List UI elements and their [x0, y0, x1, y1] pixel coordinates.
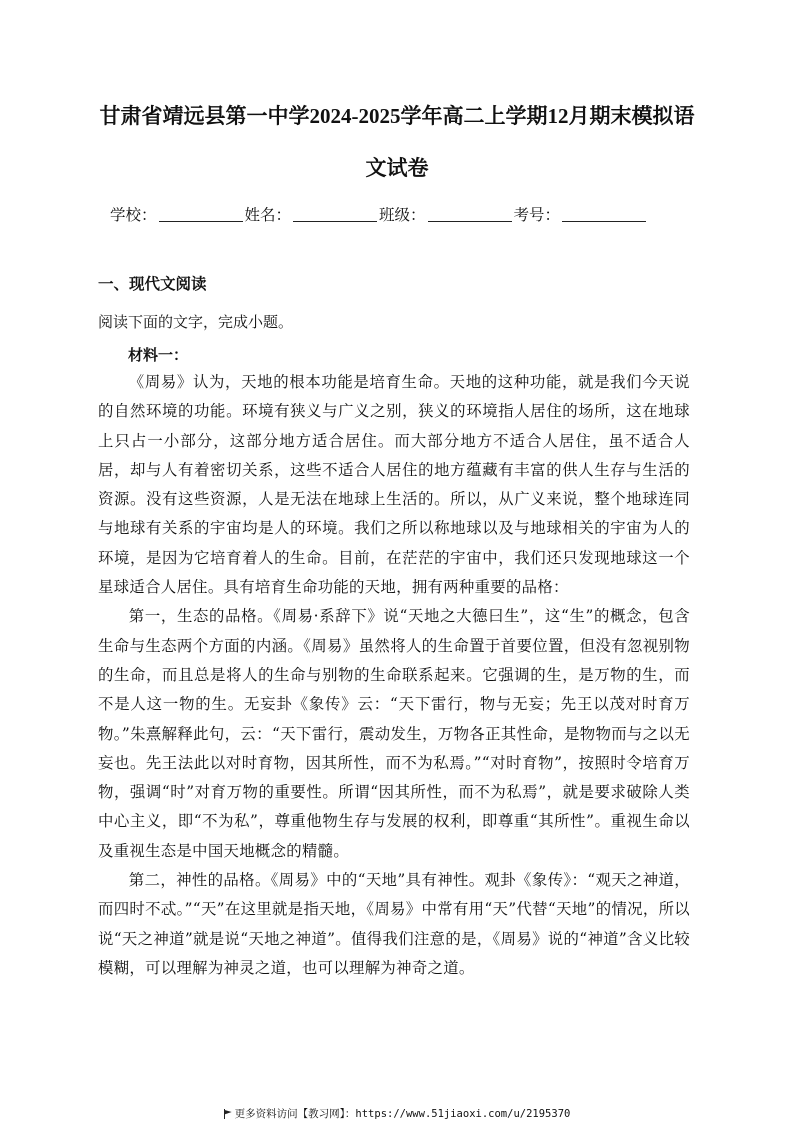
exam-title-line1: 甘肃省靖远县第一中学2024-2025学年高二上学期12月期末模拟语: [99, 104, 695, 128]
material-label: 材料一：: [128, 346, 189, 364]
school-label: 学校：: [110, 206, 157, 224]
paragraph-3: 第二，神性的品格。《周易》中的“天地”具有神性。观卦《象传》：“观天之神道，而四时不忒。”“天”在这里就是指天地，《周易》中常有用“天”代替“天地”的情况，所以说“天之神道”就是说“天地之神道”。值得我们注意的是，《周易》说的“神道”含义比较模糊，可以理解为神灵之道，也可以理解为神奇之道。: [98, 871, 690, 977]
exam-title-line2: 文试卷: [365, 156, 429, 180]
exam-number-blank[interactable]: [562, 220, 646, 222]
paragraph-2: 第一，生态的品格。《周易·系辞下》说“天地之大德曰生”，这“生”的概念，包含生命与生态两个方面的内涵。《周易》虽然将人的生命置于首要位置，但没有忽视别物的生命，而且总是将人的生命与别物的生命联系起来。它强调的生，是万物的生，而不是人这一物的生。无妄卦《象传》云：“天下雷行，物与无妄；先王以茂对时育万物。”朱熹解释此句，云：“天下雷行，震动发生，万物各正其性命，是物物而与之以无妄也。先王法此以对时育物，因其所性，而不为私焉。”“对时育物”，按照时令培育万物，强调“时”对育万物的重要性。所谓“因其所性，而不为私焉”，就是要求破除人类中心主义，即“不为私”，尊重他物生存与发展的权利，即尊重“其所性”。重视生命以及重视生态是中国天地概念的精髓。: [98, 607, 690, 860]
name-blank[interactable]: [293, 220, 377, 222]
reading-instruction: 阅读下面的文字，完成小题。: [98, 313, 294, 331]
name-label: 姓名：: [244, 206, 292, 224]
class-blank[interactable]: [428, 220, 512, 222]
material-body: [98, 368, 690, 983]
flag-icon: [224, 1108, 235, 1120]
class-label: 班级：: [379, 206, 426, 224]
paragraph-1: 《周易》认为，天地的根本功能是培育生命。天地的这种功能，就是我们今天说的自然环境的功能。环境有狭义与广义之别，狭义的环境指人居住的场所，这在地球上只占一小部分，这部分地方适合居住。而大部分地方不适合人居住，虽不适合人居，却与人有着密切关系，这些不适合人居住的地方蕴藏有丰富的供人生存与生活的资源。没有这些资源，人是无法在地球上生活的。所以，从广义来说，整个地球连同与地球有关系的宇宙均是人的环境。我们之所以称地球以及与地球相关的宇宙为人的环境，是因为它培育着人的生命。目前，在茫茫的宇宙中，我们还只发现地球这一个星球适合人居住。具有培育生命功能的天地，拥有两种重要的品格：: [98, 373, 690, 597]
section-heading: 一、现代文阅读: [98, 275, 207, 293]
footer-link[interactable]: [0, 1106, 794, 1121]
exam-number-label: 考号：: [513, 206, 561, 224]
school-blank[interactable]: [159, 220, 243, 222]
student-info-line: [110, 203, 690, 225]
footer-text[interactable]: 更多资料访问【教习网】：https://www.51jiaoxi.com/u/2195370: [234, 1108, 571, 1120]
